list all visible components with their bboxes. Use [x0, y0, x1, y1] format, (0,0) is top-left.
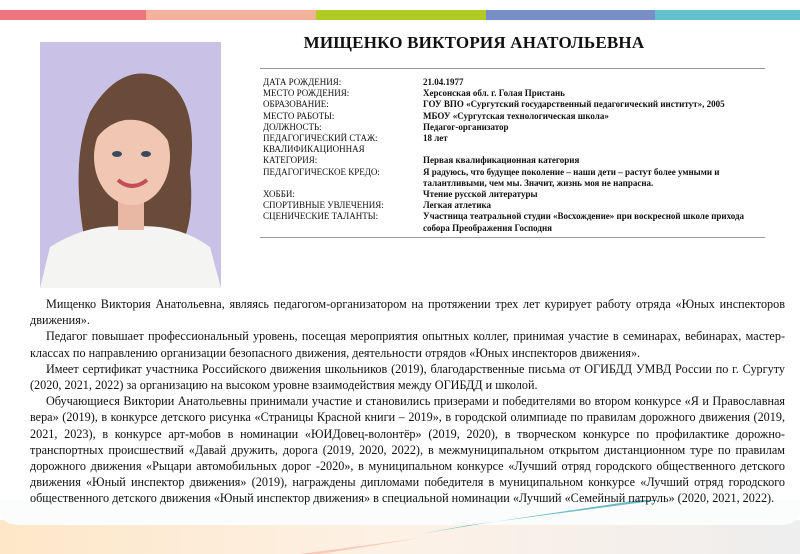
paragraph: Мищенко Виктория Анатольевна, являясь педагогом-организатором на протяжении трех лет курирует работу отряда «Юных инспекторов движения».: [30, 297, 785, 328]
info-value: Педагог-организатор: [423, 121, 509, 132]
stripe-green: [316, 10, 486, 20]
paragraph: Педагог повышает профессиональный уровень, посещая мероприятия опытных коллег, принимая участие в семинарах, вебинарах, мастер-классах по направлению организации безопасного движения, деятельности отрядов «Юных инспекторов движения».: [30, 329, 785, 360]
info-label: КВАЛИФИКАЦИОННАЯ КАТЕГОРИЯ:: [263, 144, 365, 166]
info-label: СЦЕНИЧЕСКИЕ ТАЛАНТЫ:: [263, 211, 379, 222]
info-label: МЕСТО РОЖДЕНИЯ:: [263, 88, 350, 99]
info-row: [263, 99, 765, 110]
info-label: ПЕДАГОГИЧЕСКОЕ КРЕДО:: [263, 166, 380, 177]
info-label: ХОББИ:: [263, 189, 295, 200]
info-row: [263, 144, 765, 166]
page-title: МИЩЕНКО ВИКТОРИЯ АНАТОЛЬЕВНА: [303, 33, 645, 52]
biography-text: [30, 296, 785, 507]
info-value: Участница театральной студии «Восхождение» при воскресной школе прихода собора Преображения Господня: [423, 211, 745, 233]
info-row: [263, 211, 765, 233]
info-value: Я радуюсь, что будущее поколение – наши дети – растут более умными и талантливыми, чем мы. Значит, жизнь моя не напрасна.: [423, 166, 720, 188]
info-row: [263, 122, 765, 133]
info-value: МБОУ «Сургутская технологическая школа»: [423, 110, 609, 121]
info-row: [263, 111, 765, 122]
info-label: ДОЛЖНОСТЬ:: [263, 121, 322, 132]
paragraph: Имеет сертификат участника Российского движения школьников (2019), благодарственные письма от ОГИБДД УМВД России по г. Сургуту (2020, 2021, 2022) за организацию на высоком уровне взаимодействия между ОГИБДД и школой.: [30, 361, 785, 393]
info-label: ДАТА РОЖДЕНИЯ:: [263, 77, 342, 87]
info-value: Херсонская обл. г. Голая Пристань: [423, 88, 565, 99]
info-row: [263, 200, 765, 211]
info-row: [263, 189, 765, 200]
info-value: 21.04.1977: [423, 77, 464, 87]
stripe-peach: [146, 10, 316, 20]
info-table: [260, 68, 765, 238]
info-row: [263, 88, 765, 99]
info-value: Первая квалификационная категория: [423, 155, 580, 166]
paragraph: Обучающиеся Виктории Анатольевны принимали участие и становились призерами и победителями во втором конкурсе «Я и Православная вера» (2019), в конкурсе детского рисунка «Страницы Красной книги – 2019», в городской олимпиаде по правилам дорожного движения (2019, 2021, 2023), в конкурсе арт-мобов в номинации «ЮИДовец-волонтёр» (2019, 2020), в творческом конкурсе по профилактике дорожно-транспортных происшествий «Давай дружить, дорога (2019, 2020, 2022), в межмуниципальном открытом дистанционном туре по правилам дорожного движения «Рыцари автомобильных дорог -2020», в муниципальном конкурсе «Лучший отряд городского общественного детского движения «Юный инспектор движения» (2019), награждены дипломами победителя в муниципальном конкурсе «Лучший отряд городского общественного детского движения «Юный инспектор движения» в специальной номинации «Лучший «Семейный патруль» (2020, 2021, 2022).: [30, 394, 785, 506]
bottom-decoration: [0, 500, 800, 554]
stripe-red: [0, 10, 146, 20]
info-row: [263, 167, 765, 189]
info-value: 18 лет: [423, 133, 448, 144]
info-row: [263, 133, 765, 144]
color-stripe: [0, 10, 800, 20]
stripe-blue: [486, 10, 655, 20]
info-value: Легкая атлетика: [423, 200, 492, 211]
info-row: [263, 77, 765, 88]
info-label: МЕСТО РАБОТЫ:: [263, 110, 335, 121]
stripe-teal: [655, 10, 800, 20]
info-label: ОБРАЗОВАНИЕ:: [263, 99, 329, 110]
info-value: Чтение русской литературы: [423, 189, 538, 200]
info-label: ПЕДАГОГИЧЕСКИЙ СТАЖ:: [263, 133, 378, 144]
info-label: СПОРТИВНЫЕ УВЛЕЧЕНИЯ:: [263, 200, 384, 211]
portrait-photo: [40, 42, 221, 288]
info-value: ГОУ ВПО «Сургутский государственный педагогический институт», 2005: [423, 99, 725, 110]
